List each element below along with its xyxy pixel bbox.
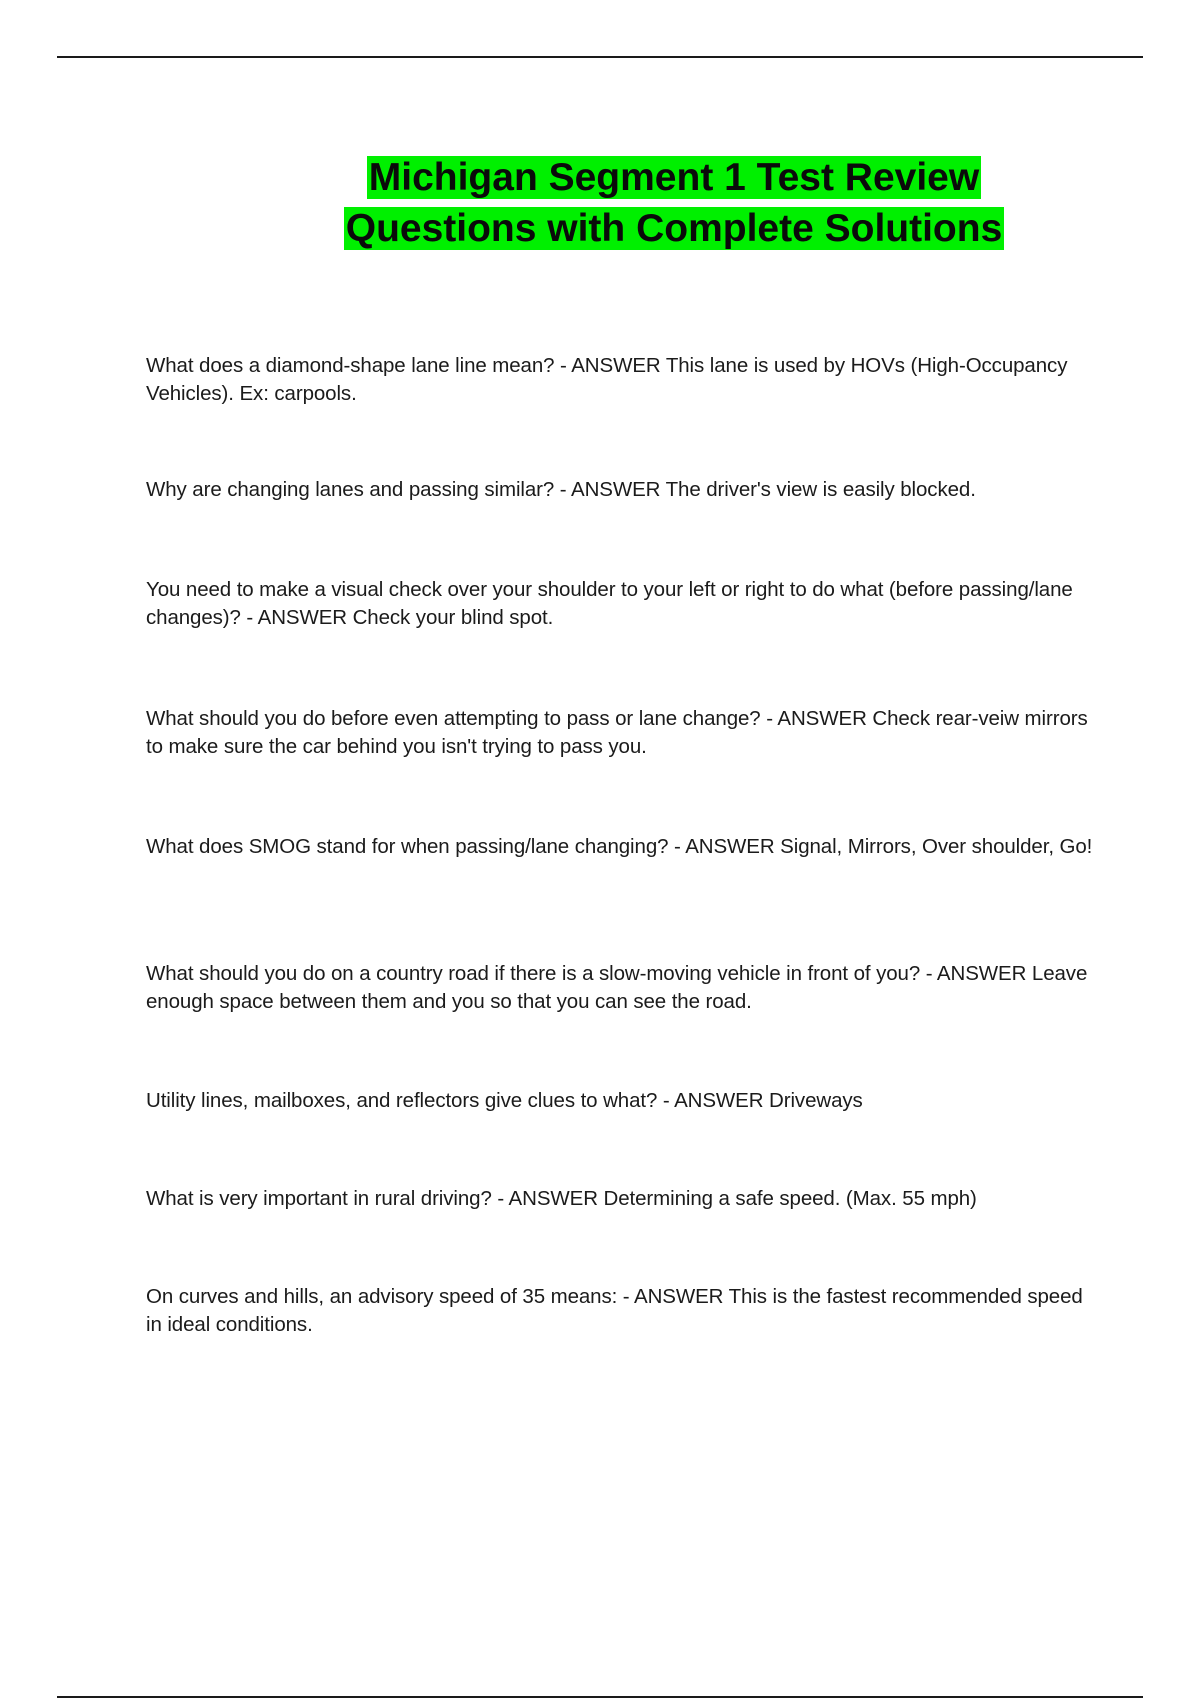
top-rule	[57, 56, 1143, 58]
qa-item: What does SMOG stand for when passing/lane changing? - ANSWER Signal, Mirrors, Over shoulder, Go!	[146, 835, 1093, 858]
bottom-rule	[57, 1696, 1143, 1698]
qa-item: Why are changing lanes and passing similar? - ANSWER The driver's view is easily blocked.	[146, 478, 976, 501]
title-line-1: Michigan Segment 1 Test Review	[368, 156, 980, 199]
qa-item: What should you do before even attempting to pass or lane change? - ANSWER Check rear-veiw mirrors to make sure the car behind you isn't trying to pass you.	[146, 707, 1088, 758]
qa-item: You need to make a visual check over your shoulder to your left or right to do what (before passing/lane changes)? - ANSWER Check your blind spot.	[146, 578, 1073, 629]
qa-item: Utility lines, mailboxes, and reflectors give clues to what? - ANSWER Driveways	[146, 1089, 863, 1112]
page-title	[300, 152, 1048, 254]
title-line-2: Questions with Complete Solutions	[345, 207, 1003, 250]
qa-item: On curves and hills, an advisory speed of 35 means: - ANSWER This is the fastest recommended speed in ideal conditions.	[146, 1285, 1083, 1336]
qa-item: What does a diamond-shape lane line mean? - ANSWER This lane is used by HOVs (High-Occupancy Vehicles). Ex: carpools.	[146, 354, 1068, 405]
qa-item: What should you do on a country road if there is a slow-moving vehicle in front of you? - ANSWER Leave enough space between them and you so that you can see the road.	[146, 962, 1088, 1013]
qa-item: What is very important in rural driving? - ANSWER Determining a safe speed. (Max. 55 mph)	[146, 1187, 977, 1210]
